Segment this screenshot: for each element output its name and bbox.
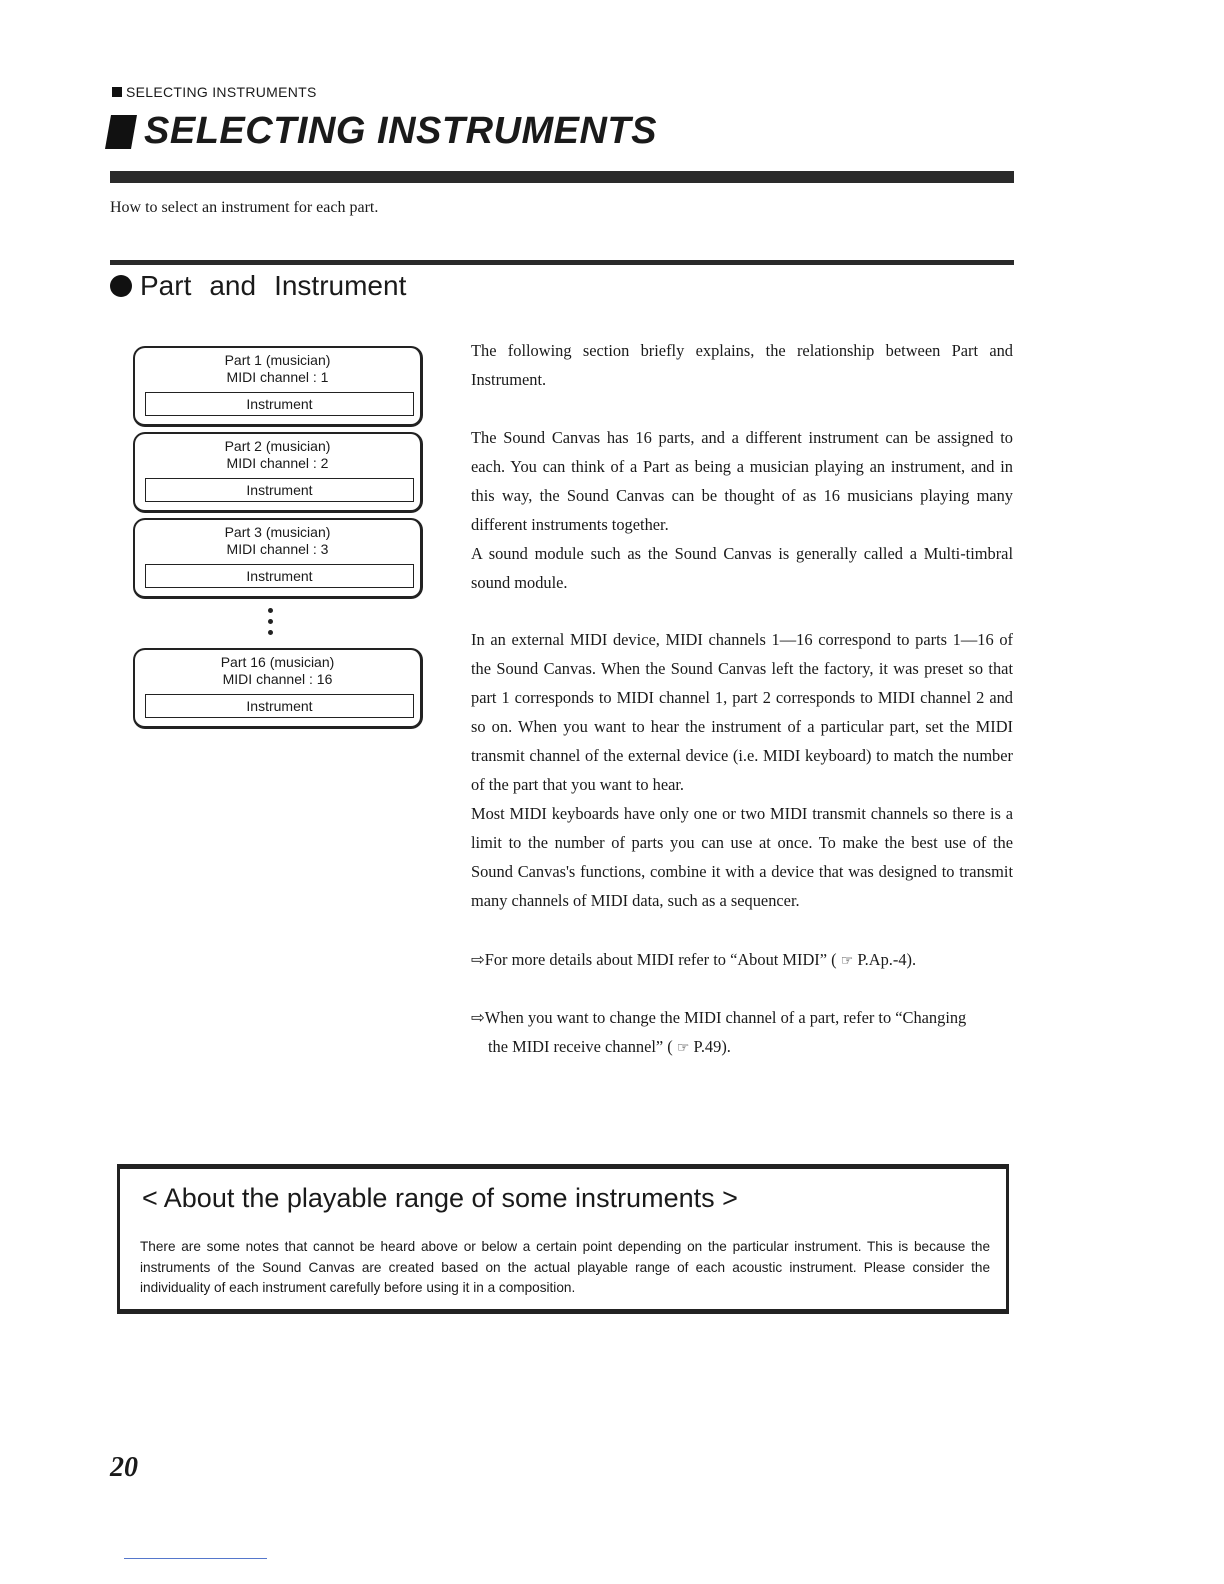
section-title <box>110 270 406 302</box>
part-box <box>133 432 423 513</box>
part-label: Part 1 (musician) <box>224 352 331 368</box>
paragraph: The Sound Canvas has 16 parts, and a different instrument can be assigned to each. You can think of a Part as being a musician playing an instrument, and in this way, the Sound Canvas can be thought of as 16 musicians playing many different instruments together. <box>471 428 1013 534</box>
circle-bullet-icon <box>110 275 132 297</box>
title-rule <box>110 171 1014 183</box>
ellipsis-dots <box>268 608 276 641</box>
instrument-box: Instrument <box>145 392 414 416</box>
part-label: Part 3 (musician) <box>224 524 331 540</box>
right-arrow-icon: ⇨ <box>471 1008 485 1027</box>
section-title-word: Instrument <box>274 270 407 301</box>
part-box <box>133 648 423 729</box>
page-title-text: SELECTING INSTRUMENTS <box>144 110 657 152</box>
footer-rule <box>124 1558 267 1559</box>
midi-reference <box>471 945 1013 976</box>
note-text: There are some notes that cannot be heard above or below a certain point depending on the particular instrument. This is because the instruments of the Sound Canvas are created based on the actual playable range of each acoustic instrument. Please consider the individuality of each instrument carefully before using it in a composition. <box>140 1239 990 1295</box>
midi-channel-label: MIDI channel : 1 <box>226 369 329 385</box>
note-box <box>117 1164 1009 1314</box>
page-title <box>108 110 657 153</box>
page-number: 20 <box>110 1452 138 1483</box>
page-reference[interactable]: P.49). <box>693 1037 731 1056</box>
part-box <box>133 518 423 599</box>
right-arrow-icon: ⇨ <box>471 950 485 969</box>
body-text <box>471 423 1013 597</box>
instrument-box: Instrument <box>145 478 414 502</box>
section-title-word: and <box>209 270 257 301</box>
part-label: Part 16 (musician) <box>220 654 335 670</box>
instrument-box: Instrument <box>145 564 414 588</box>
reference-text: When you want to change the MIDI channel of a part, refer to “Changing <box>484 1008 967 1027</box>
midi-channel-label: MIDI channel : 2 <box>226 455 329 471</box>
midi-channel-label: MIDI channel : 16 <box>222 671 333 687</box>
reference-text: For more details about MIDI refer to “About MIDI” ( <box>484 950 837 969</box>
page-reference[interactable]: P.Ap.-4). <box>857 950 917 969</box>
channel-reference <box>471 1003 1013 1063</box>
paragraph: A sound module such as the Sound Canvas is generally called a Multi-timbral sound module. <box>471 544 1013 592</box>
instrument-box: Instrument <box>145 694 414 718</box>
pointing-hand-icon: ☞ <box>840 953 854 969</box>
section-rule <box>110 260 1014 265</box>
part-box <box>133 346 423 427</box>
page-subtitle: How to select an instrument for each part. <box>110 199 379 216</box>
square-bullet-icon <box>112 87 122 97</box>
square-bullet-icon <box>105 115 137 149</box>
breadcrumb <box>112 84 317 100</box>
dot <box>268 619 273 624</box>
midi-channel-label: MIDI channel : 3 <box>226 541 329 557</box>
paragraph: Most MIDI keyboards have only one or two MIDI transmit channels so there is a limit to the number of parts you can use at once. To make the best use of the Sound Canvas's functions, combine it with a device that was designed to transmit many channels of MIDI data, such as a sequencer. <box>471 804 1013 910</box>
breadcrumb-label: SELECTING INSTRUMENTS <box>126 84 317 100</box>
note-title: < About the playable range of some instruments > <box>142 1183 738 1213</box>
pointing-hand-icon: ☞ <box>676 1040 690 1056</box>
dot <box>268 608 273 613</box>
part-label: Part 2 (musician) <box>224 438 331 454</box>
body-text <box>471 625 1013 915</box>
section-title-word: Part <box>140 270 192 301</box>
paragraph: The following section briefly explains, the relationship between Part and Instrument. <box>471 341 1013 389</box>
reference-text: the MIDI receive channel” ( <box>488 1037 673 1056</box>
body-text <box>471 336 1013 394</box>
paragraph: In an external MIDI device, MIDI channels 1—16 correspond to parts 1—16 of the Sound Canvas. When the Sound Canvas left the factory, it was preset so that part 1 corresponds to MIDI channel 1, part 2 corresponds to MIDI channel 2 and so on. When you want to hear the instrument of a particular part, set the MIDI transmit channel of the external device (i.e. MIDI keyboard) to match the number of the part that you want to hear. <box>471 630 1013 794</box>
dot <box>268 630 273 635</box>
